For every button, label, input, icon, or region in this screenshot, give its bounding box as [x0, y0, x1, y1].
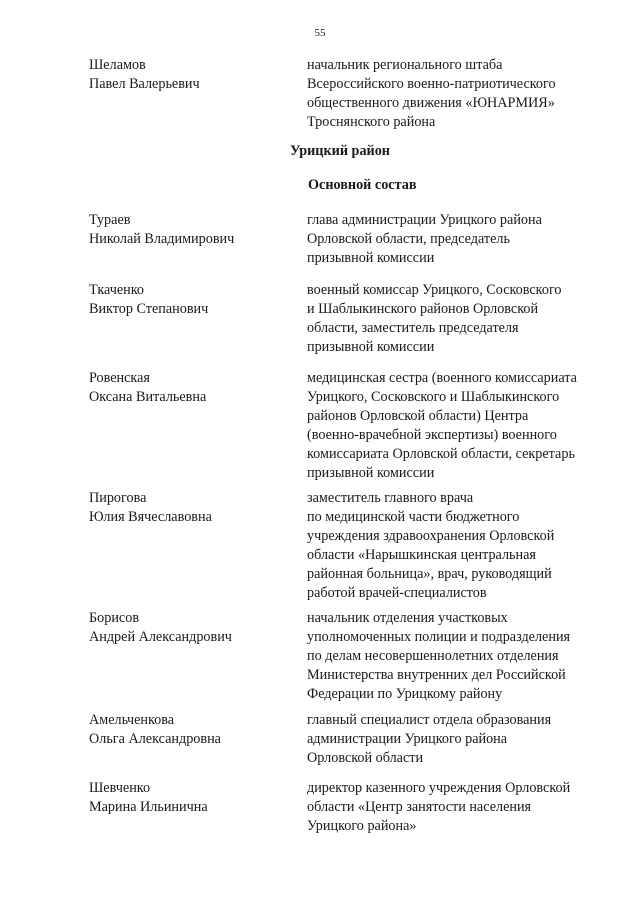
role-line: области «Нарышкинская центральная	[307, 547, 536, 563]
role-line: области, заместитель председателя	[307, 320, 519, 336]
member-role	[307, 609, 607, 704]
member-name	[89, 609, 289, 647]
role-line: глава администрации Урицкого района	[307, 212, 542, 228]
role-line: общественного движения «ЮНАРМИЯ»	[307, 95, 555, 111]
member-given-names: Оксана Витальевна	[89, 389, 207, 405]
role-line: Орловской области	[307, 750, 424, 766]
member-surname: Шевченко	[89, 780, 151, 796]
member-given-names: Андрей Александрович	[89, 629, 232, 645]
role-line: призывной комиссии	[307, 465, 435, 481]
role-line: Министерства внутренних дел Российской	[307, 667, 566, 683]
role-line: работой врачей-специалистов	[307, 585, 487, 601]
member-surname: Шеламов	[89, 57, 146, 73]
page-number: 55	[314, 27, 326, 39]
role-line: Урицкого района»	[307, 818, 417, 834]
role-line: районов Орловской области) Центра	[307, 408, 529, 424]
role-line: военный комиссар Урицкого, Сосковского	[307, 282, 562, 298]
member-given-names: Павел Валерьевич	[89, 76, 200, 92]
role-line: директор казенного учреждения Орловской	[307, 780, 571, 796]
member-role	[307, 56, 607, 132]
member-name	[89, 711, 289, 749]
role-line: начальник отделения участковых	[307, 610, 508, 626]
role-line: администрации Урицкого района	[307, 731, 508, 747]
member-given-names: Виктор Степанович	[89, 301, 209, 317]
role-line: уполномоченных полиции и подразделения	[307, 629, 571, 645]
role-line: призывной комиссии	[307, 339, 435, 355]
role-line: районная больница», врач, руководящий	[307, 566, 552, 582]
member-role	[307, 369, 607, 483]
district-heading: Урицкий район	[290, 143, 390, 159]
role-line: Урицкого, Сосковского и Шаблыкинского	[307, 389, 560, 405]
role-line: и Шаблыкинского районов Орловской	[307, 301, 539, 317]
member-name	[89, 211, 289, 249]
member-name	[89, 56, 289, 94]
role-line: по медицинской части бюджетного	[307, 509, 520, 525]
member-role	[307, 489, 607, 603]
role-line: учреждения здравоохранения Орловской	[307, 528, 555, 544]
role-line: (военно-врачебной экспертизы) военного	[307, 427, 557, 443]
member-role	[307, 711, 607, 768]
member-name	[89, 281, 289, 319]
role-line: по делам несовершеннолетних отделения	[307, 648, 559, 664]
role-line: Федерации по Урицкому району	[307, 686, 503, 702]
member-given-names: Ольга Александровна	[89, 731, 221, 747]
member-role	[307, 281, 607, 357]
member-name	[89, 369, 289, 407]
role-line: главный специалист отдела образования	[307, 712, 552, 728]
role-line: области «Центр занятости населения	[307, 799, 532, 815]
member-surname: Пирогова	[89, 490, 147, 506]
composition-heading: Основной состав	[308, 177, 417, 193]
role-line: заместитель главного врача	[307, 490, 474, 506]
role-line: начальник регионального штаба	[307, 57, 503, 73]
member-given-names: Николай Владимирович	[89, 231, 235, 247]
member-surname: Тураев	[89, 212, 131, 228]
role-line: Всероссийского военно-патриотического	[307, 76, 556, 92]
role-line: медицинская сестра (военного комиссариата	[307, 370, 577, 386]
member-name	[89, 779, 289, 817]
member-role	[307, 779, 607, 836]
role-line: Троснянского района	[307, 114, 436, 130]
member-name	[89, 489, 289, 527]
member-given-names: Марина Ильинична	[89, 799, 208, 815]
role-line: Орловской области, председатель	[307, 231, 510, 247]
member-role	[307, 211, 607, 268]
member-surname: Ткаченко	[89, 282, 145, 298]
member-surname: Ровенская	[89, 370, 150, 386]
role-line: комиссариата Орловской области, секретарь	[307, 446, 575, 462]
member-surname: Амельченкова	[89, 712, 175, 728]
role-line: призывной комиссии	[307, 250, 435, 266]
member-given-names: Юлия Вячеславовна	[89, 509, 212, 525]
member-surname: Борисов	[89, 610, 140, 626]
